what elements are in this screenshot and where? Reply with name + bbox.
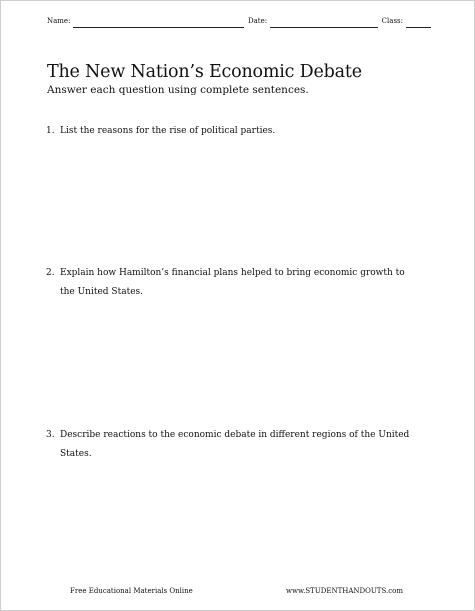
class-field: [382, 14, 431, 28]
question-item: [46, 264, 418, 302]
question-number: 2.: [46, 268, 55, 278]
question-item: [46, 122, 418, 141]
question-text: Describe reactions to the economic debate in different regions of the United States.: [60, 430, 410, 459]
student-info-fields: [47, 14, 431, 28]
footer-site-url: www.STUDENTHANDOUTS.com: [286, 587, 403, 595]
question-number: 1.: [46, 126, 55, 136]
worksheet-title: The New Nation’s Economic Debate: [47, 62, 362, 82]
question-text: Explain how Hamilton’s financial plans helped to bring economic growth to the United States.: [60, 268, 405, 297]
question-text: List the reasons for the rise of political parties.: [60, 126, 276, 136]
class-blank-line: [406, 18, 431, 28]
name-field: [47, 14, 244, 28]
class-label: Class:: [381, 17, 403, 25]
name-blank-line: [73, 18, 244, 28]
worksheet-instructions: Answer each question using complete sentences.: [47, 84, 309, 96]
date-field: [248, 14, 378, 28]
question-number: 3.: [46, 430, 55, 440]
date-label: Date:: [248, 17, 268, 25]
date-blank-line: [270, 18, 378, 28]
footer-left-text: Free Educational Materials Online: [70, 587, 193, 595]
question-item: [46, 426, 418, 464]
name-label: Name:: [47, 17, 71, 25]
